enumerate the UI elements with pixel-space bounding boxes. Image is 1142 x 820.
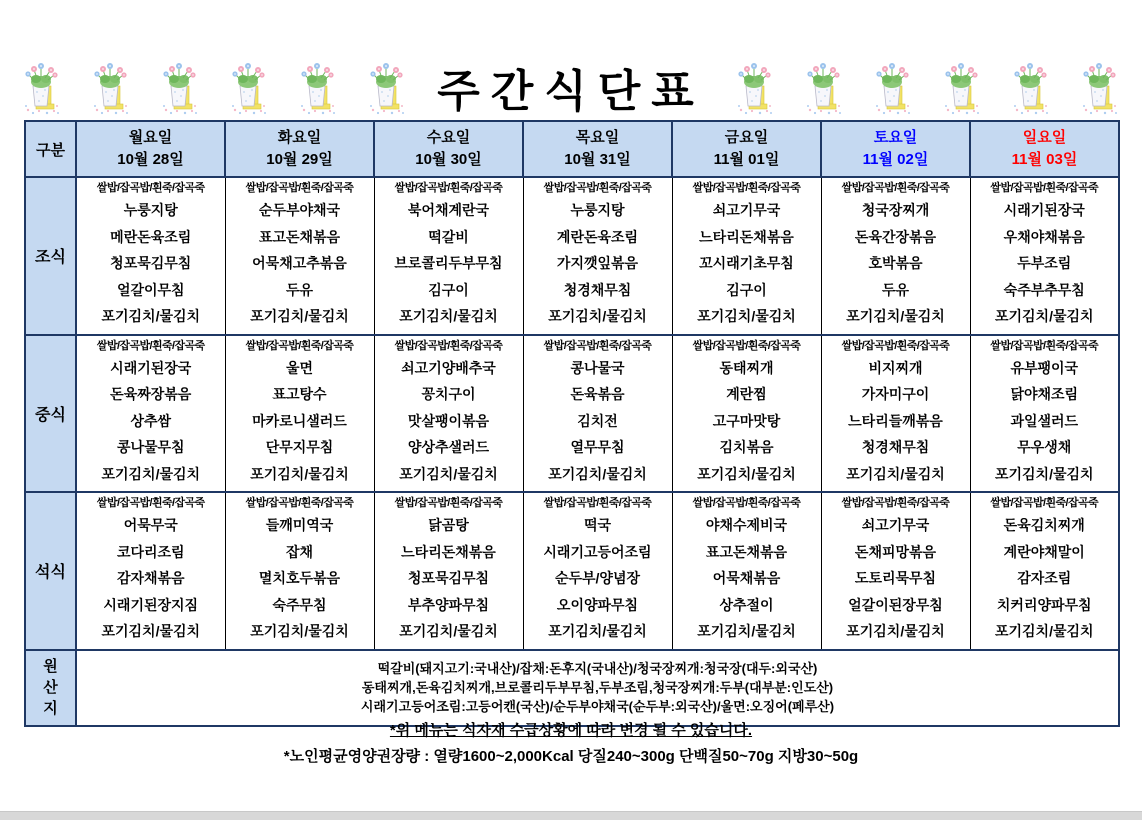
menu-item: 떡국 [583,517,612,533]
menu-item: 청포묵김무침 [110,255,192,271]
menu-item: 어묵채고추볶음 [252,255,347,271]
day-name: 수요일 [426,129,471,146]
menu-item: 포기김치/물김치 [101,308,201,324]
staple-options: 쌀밥/잡곡밥/흰죽/잡곡죽 [990,339,1099,352]
menu-item: 청경채무침 [563,281,632,298]
menu-item: 청국장찌개 [861,202,930,218]
meal-row-lunch [25,335,1119,493]
menu-item: 상추절이 [719,596,774,613]
day-header-monday [76,121,225,177]
menu-item: 가지깻잎볶음 [556,255,639,271]
day-date: 11월 03일 [1011,151,1078,168]
menu-item: 쇠고기양배추국 [401,359,496,376]
flower-pot-icon [369,62,405,116]
meal-cell-breakfast-saturday [821,177,970,335]
menu-item: 두유 [285,281,314,298]
menu-item: 돈채피망볶음 [854,543,937,560]
menu-item: 돈육간장볶음 [854,228,937,245]
flower-pot-icon [93,62,129,116]
flower-pot-icon [162,62,198,116]
menu-item: 치커리양파무침 [996,596,1092,613]
flower-pot-decoration-right [737,62,1118,116]
menu-item: 청포묵김무침 [407,570,490,586]
flower-pot-icon [300,62,336,116]
menu-item: 콩나물무침 [116,439,185,455]
menu-item: 쇠고기무국 [712,202,781,218]
menu-item: 북어채계란국 [407,202,490,218]
menu-item: 얼갈이된장무침 [848,596,943,613]
menu-item: 포기김치/물김치 [697,465,796,482]
nutrition-guideline-note: *노인평균영양권장량 : 열량1600~2,000Kcal 당질240~300g 단백질50~70g 지방30~50g [283,748,859,765]
menu-item: 숙주무침 [272,596,327,613]
weekly-menu-table [24,120,1120,727]
menu-item: 멸치호두볶음 [258,570,341,586]
meal-cell-dinner-friday [672,492,821,650]
staple-options: 쌀밥/잡곡밥/흰죽/잡곡죽 [394,339,503,352]
menu-item: 포기김치/물김치 [697,623,796,639]
meal-cell-breakfast-thursday [523,177,672,335]
flower-pot-icon [737,62,773,116]
menu-item: 부추양파무침 [407,596,490,613]
menu-item: 브로콜리두부무침 [394,255,503,271]
day-date: 11월 02일 [862,151,929,168]
meal-cell-lunch-sunday [970,335,1119,493]
menu-item: 우채야채볶음 [1003,228,1085,245]
menu-item: 포기김치/물김치 [697,308,796,324]
staple-options: 쌀밥/잡곡밥/흰죽/잡곡죽 [394,182,503,194]
menu-item: 시래기된장지짐 [103,596,199,613]
meal-cell-breakfast-friday [672,177,821,335]
meal-cell-lunch-thursday [523,335,672,493]
menu-item: 꼬시래기초무침 [699,255,794,271]
menu-item: 닭야채조림 [1010,386,1079,402]
day-header-thursday [523,121,672,177]
staple-options: 쌀밥/잡곡밥/흰죽/잡곡죽 [543,182,652,194]
menu-item: 메란돈육조림 [110,228,192,245]
menu-item: 포기김치/물김치 [994,465,1094,482]
menu-item: 마카로니샐러드 [252,412,347,429]
flower-pot-icon [231,62,267,116]
menu-item: 쇠고기무국 [861,517,930,533]
menu-item: 두유 [881,281,910,298]
menu-item: 느타리돈채볶음 [401,543,496,560]
menu-item: 포기김치/물김치 [846,465,945,482]
staple-options: 쌀밥/잡곡밥/흰죽/잡곡죽 [96,497,205,509]
menu-item: 계란찜 [726,386,767,402]
menu-item: 포기김치/물김치 [548,308,647,324]
day-date: 10월 30일 [415,151,482,168]
menu-item: 누룽지탕 [123,202,178,218]
origin-label-char: 지 [43,700,58,717]
day-date: 10월 29일 [266,151,333,168]
page-title: 주간식단표 [437,67,705,116]
meal-cell-dinner-saturday [821,492,970,650]
menu-item: 느타리들깨볶음 [848,412,943,429]
menu-item: 어묵무국 [123,517,178,533]
staple-options: 쌀밥/잡곡밥/흰죽/잡곡죽 [543,339,652,352]
menu-item: 얼갈이무침 [116,281,185,298]
day-header-friday [672,121,821,177]
menu-item: 누룽지탕 [570,202,625,218]
staple-options: 쌀밥/잡곡밥/흰죽/잡곡죽 [692,497,801,509]
menu-item: 포기김치/물김치 [399,308,498,324]
day-header-saturday [821,121,970,177]
day-name: 화요일 [277,129,322,146]
day-name: 월요일 [128,129,173,146]
staple-options: 쌀밥/잡곡밥/흰죽/잡곡죽 [96,339,205,352]
meal-cell-lunch-saturday [821,335,970,493]
menu-item: 돈육볶음 [570,386,625,402]
meal-cell-dinner-wednesday [374,492,523,650]
corner-cell: 구분 [25,121,76,177]
flower-pot-icon [24,62,60,116]
meal-cell-breakfast-tuesday [225,177,374,335]
staple-options: 쌀밥/잡곡밥/흰죽/잡곡죽 [692,339,801,352]
menu-item: 동태찌개 [719,359,774,376]
menu-item: 포기김치/물김치 [548,623,647,639]
menu-item: 고구마맛탕 [712,412,781,429]
day-date: 10월 28일 [117,151,184,168]
day-header-wednesday [374,121,523,177]
menu-item: 청경채무침 [861,439,930,455]
menu-item: 계란돈육조림 [556,228,639,245]
row-label-breakfast: 조식 [25,177,76,335]
menu-item: 순두부야채국 [258,202,341,218]
menu-item: 김치볶음 [719,439,774,455]
staple-options: 쌀밥/잡곡밥/흰죽/잡곡죽 [245,182,354,194]
day-header-tuesday [225,121,374,177]
menu-item: 양상추샐러드 [407,439,490,455]
staple-options: 쌀밥/잡곡밥/흰죽/잡곡죽 [841,339,950,352]
flower-pot-icon [875,62,911,116]
day-name: 일요일 [1022,129,1067,146]
row-label-lunch: 중식 [25,335,76,493]
menu-item: 포기김치/물김치 [399,623,498,639]
table-header-row [25,121,1119,177]
menu-item: 김치전 [577,412,618,429]
menu-item: 순두부/양념장 [554,570,641,586]
menu-item: 호박볶음 [868,255,923,271]
meal-cell-dinner-tuesday [225,492,374,650]
staple-options: 쌀밥/잡곡밥/흰죽/잡곡죽 [543,497,652,509]
menu-item: 도토리묵무침 [854,570,937,586]
menu-item: 표고탕수 [272,386,327,402]
staple-options: 쌀밥/잡곡밥/흰죽/잡곡죽 [245,497,354,509]
menu-item: 단무지무침 [265,439,334,455]
menu-item: 포기김치/물김치 [250,623,349,639]
staple-options: 쌀밥/잡곡밥/흰죽/잡곡죽 [841,497,950,509]
staple-options: 쌀밥/잡곡밥/흰죽/잡곡죽 [841,182,950,194]
menu-item: 김구이 [726,281,767,298]
menu-item: 열무무침 [570,439,625,455]
origin-line: 동태찌개,돈육김치찌개,브로콜리두부무침,두부조림,청국장찌개:두부(대부분:인도산) [361,680,834,695]
menu-item: 유부팽이국 [1010,359,1079,376]
day-date: 10월 31일 [564,151,631,168]
footer-notes [0,718,1142,770]
meal-cell-lunch-wednesday [374,335,523,493]
staple-options: 쌀밥/잡곡밥/흰죽/잡곡죽 [990,497,1099,509]
menu-item: 돈육짜장볶음 [110,386,192,402]
menu-item: 포기김치/물김치 [101,623,201,639]
origin-label-char: 산 [43,679,58,696]
menu-item: 포기김치/물김치 [994,308,1094,324]
meal-cell-breakfast-sunday [970,177,1119,335]
menu-item: 떡갈비 [428,228,469,245]
staple-options: 쌀밥/잡곡밥/흰죽/잡곡죽 [692,182,801,194]
staple-options: 쌀밥/잡곡밥/흰죽/잡곡죽 [96,182,205,194]
menu-item: 표고돈채볶음 [705,543,788,560]
menu-item: 감자채볶음 [116,570,185,586]
menu-change-note: *위 메뉴는 식자재 수급상황에 따라 변경 될 수 있습니다. [389,722,753,739]
meal-cell-dinner-monday [76,492,225,650]
flower-pot-icon [806,62,842,116]
menu-item: 포기김치/물김치 [846,308,945,324]
origin-label-char: 원 [43,658,58,675]
menu-item: 콩나물국 [570,359,625,376]
menu-item: 비지찌개 [868,359,923,376]
menu-item: 느타리돈채볶음 [699,228,794,245]
flower-pot-icon [1082,62,1118,116]
staple-options: 쌀밥/잡곡밥/흰죽/잡곡죽 [990,182,1099,194]
menu-item: 맛살팽이볶음 [407,412,490,429]
menu-item: 포기김치/물김치 [101,465,201,482]
menu-item: 야채수제비국 [705,517,788,533]
menu-item: 가자미구이 [861,386,930,402]
menu-item: 어묵채볶음 [712,570,781,586]
menu-item: 포기김치/물김치 [548,465,647,482]
title-band [24,60,1118,118]
menu-item: 오이양파무침 [556,596,639,613]
menu-item: 닭곰탕 [428,517,469,533]
menu-item: 과일샐러드 [1010,412,1079,429]
row-label-dinner: 석식 [25,492,76,650]
staple-options: 쌀밥/잡곡밥/흰죽/잡곡죽 [245,339,354,352]
flower-pot-icon [944,62,980,116]
menu-item: 시래기고등어조림 [543,543,652,560]
menu-item: 꽁치구이 [421,386,476,402]
menu-item: 상추쌈 [130,412,172,429]
flower-pot-decoration-left [24,62,405,116]
origin-line: 시래기고등어조림:고등어캔(국산)/순두부야채국(순두부:외국산)/울면:오징어(페루산) [360,699,835,714]
meal-cell-breakfast-monday [76,177,225,335]
meal-cell-breakfast-wednesday [374,177,523,335]
menu-item: 표고돈채볶음 [258,228,341,245]
menu-item: 계란야채말이 [1003,543,1085,560]
staple-options: 쌀밥/잡곡밥/흰죽/잡곡죽 [394,497,503,509]
horizontal-scrollbar[interactable] [0,811,1142,820]
row-label-origin [25,650,76,726]
meal-cell-lunch-monday [76,335,225,493]
day-date: 11월 01일 [713,151,780,168]
origin-row [25,650,1119,726]
menu-item: 울면 [285,359,314,376]
meal-cell-dinner-sunday [970,492,1119,650]
menu-item: 시래기된장국 [110,359,192,376]
meal-row-dinner [25,492,1119,650]
menu-item: 포기김치/물김치 [846,623,945,639]
origin-line: 떡갈비(돼지고기:국내산)/잡채:돈후지(국내산)/청국장찌개:청국장(대두:외국산) [377,661,818,676]
menu-item: 시래기된장국 [1003,202,1085,218]
menu-item: 두부조림 [1017,255,1072,271]
menu-item: 무우생채 [1017,439,1072,455]
meal-cell-dinner-thursday [523,492,672,650]
menu-item: 포기김치/물김치 [994,623,1094,639]
menu-item: 포기김치/물김치 [399,465,498,482]
meal-cell-lunch-tuesday [225,335,374,493]
meal-cell-lunch-friday [672,335,821,493]
menu-item: 포기김치/물김치 [250,308,349,324]
menu-item: 숙주부추무침 [1003,281,1085,298]
menu-item: 감자조림 [1017,570,1072,586]
menu-item: 돈육김치찌개 [1003,517,1085,533]
menu-item: 코다리조림 [116,543,185,560]
day-header-sunday [970,121,1119,177]
day-name: 목요일 [575,129,620,146]
day-name: 금요일 [724,129,769,146]
day-name: 토요일 [873,129,918,146]
menu-item: 김구이 [428,281,469,298]
flower-pot-icon [1013,62,1049,116]
menu-item: 잡채 [285,543,314,560]
menu-item: 포기김치/물김치 [250,465,349,482]
menu-item: 들깨미역국 [265,517,334,533]
meal-row-breakfast [25,177,1119,335]
origin-info-cell [76,650,1119,726]
